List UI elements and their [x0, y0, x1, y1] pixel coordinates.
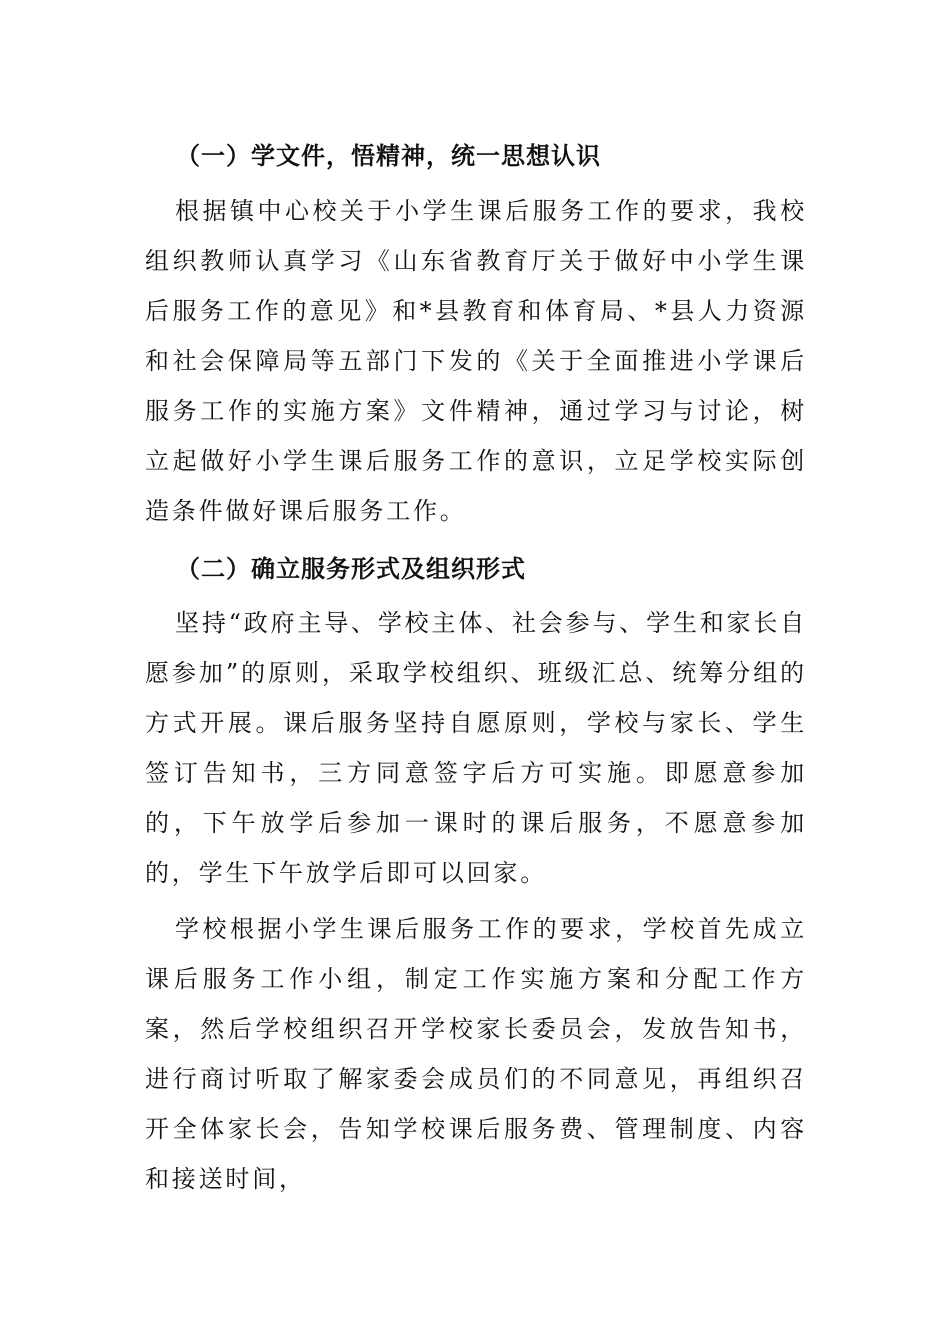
body-paragraph-1: 根据镇中心校关于小学生课后服务工作的要求，我校组织教师认真学习《山东省教育厅关于做好中小学生课后服务工作的意见》和*县教育和体育局、*县人力资源和社会保障局等五部门下发的《关于全面推进小学课后服务工作的实施方案》文件精神，通过学习与讨论，树立起做好小学生课后服务工作的意识，立足学校实际创造条件做好课后服务工作。 — [145, 197, 807, 525]
section-heading-1: （一）学文件，悟精神，统一思想认识 — [176, 142, 601, 170]
body-paragraph-3: 学校根据小学生课后服务工作的要求，学校首先成立课后服务工作小组，制定工作实施方案和分配工作方案，然后学校组织召开学校家长委员会，发放告知书，进行商讨听取了解家委会成员们的不同意见，再组织召开全体家长会，告知学校课后服务费、管理制度、内容和接送时间， — [145, 915, 807, 1193]
body-paragraph-2: 坚持“政府主导、学校主体、社会参与、学生和家长自愿参加”的原则，采取学校组织、班级汇总、统筹分组的方式开展。课后服务坚持自愿原则，学校与家长、学生签订告知书，三方同意签字后方可实施。即愿意参加的，下午放学后参加一课时的课后服务，不愿意参加的，学生下午放学后即可以回家。 — [145, 609, 807, 887]
section-heading-2: （二）确立服务形式及组织形式 — [176, 555, 526, 583]
